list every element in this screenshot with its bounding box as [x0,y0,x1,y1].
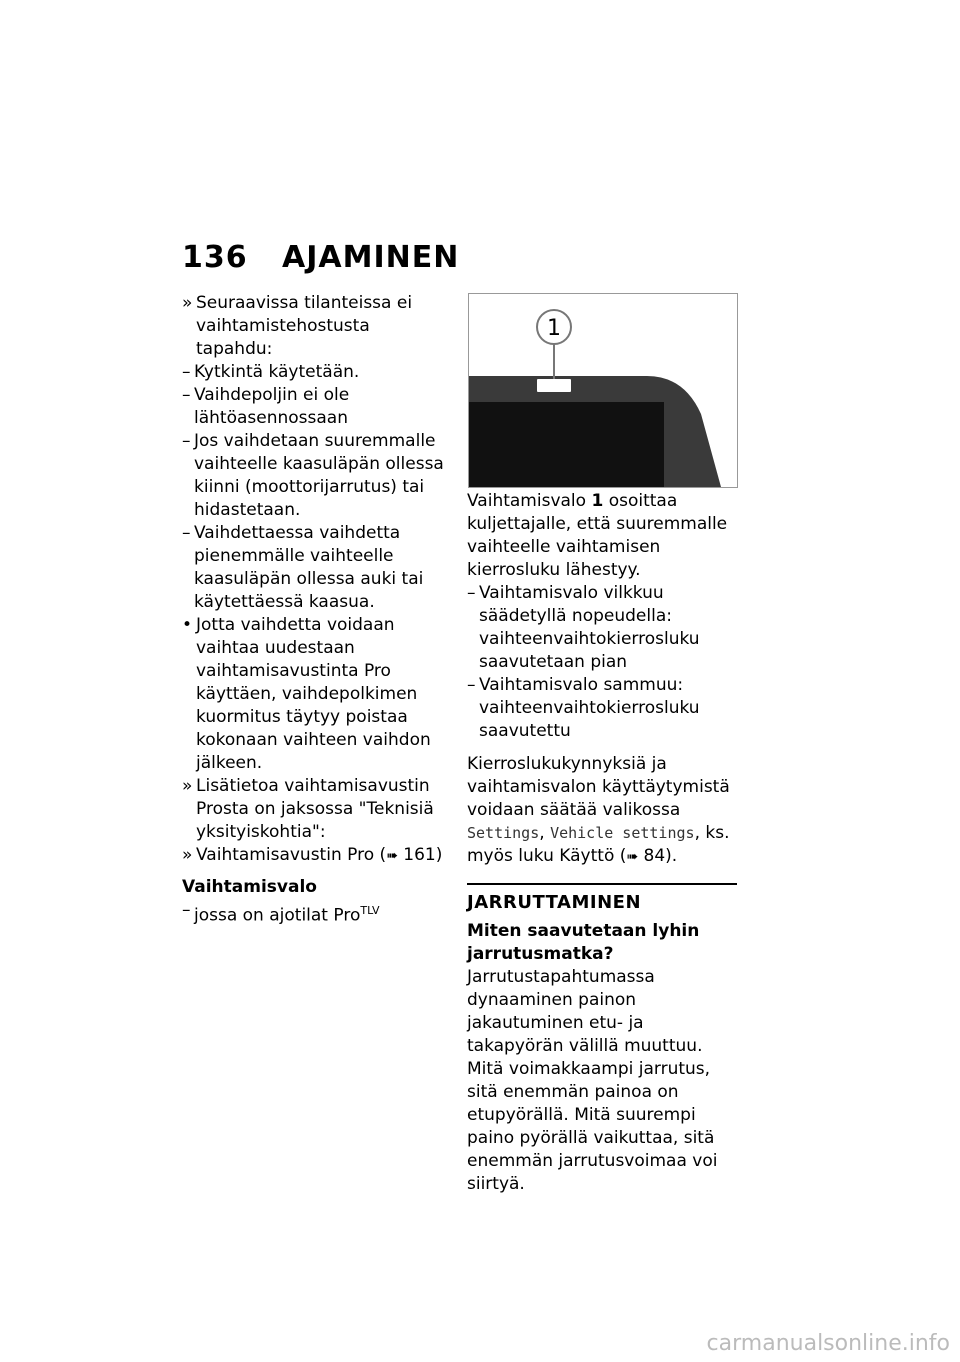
list-item: – Jos vaihdetaan suuremmalle vaihteelle kaasuläpän ollessa kiinni (moottorijarrutus) tai hidastetaan. [182,431,444,520]
list-item: – Vaihtamisvalo sammuu: vaihteenvaihtokierrosluku saavutettu [467,675,700,741]
chevron-bullet-icon: » [182,776,193,796]
dot-bullet-icon: • [182,615,193,635]
paragraph: Kierroslukukynnyksiä ja vaihtamisvalon käyttäytymistä voidaan säätää valikossa Settings, Vehicle settings, ks. myös luku Käyttö (➠ 84). [467,754,730,866]
watermark: carmanualsonline.info [706,1331,950,1356]
page-ref-arrow-icon: ➠ [386,848,398,864]
dash-bullet-icon: – [182,431,191,451]
dash-bullet-icon: – [467,675,476,695]
left-column [182,292,450,928]
list-item: » Lisätietoa vaihtamisavustin Prosta on jaksossa "Teknisiä yksityiskohtia": [182,776,434,842]
list-item: – Vaihtamisvalo vilkkuu säädetyllä nopeudella: vaihteenvaihtokierrosluku saavutetaan pian [467,583,700,672]
section-title: AJAMINEN [282,240,460,275]
option-superscript: TLV [360,904,380,917]
list-item: » Vaihtamisavustin Pro (➠ 161) [182,845,443,865]
right-column [467,490,737,1196]
dash-bullet-icon: – [182,523,191,543]
page-number: 136 [182,240,248,275]
dash-bullet-icon: – [467,583,476,603]
display-screen [469,402,664,487]
subheading-vaihtamisvalo: Vaihtamisvalo [182,877,317,897]
page-header [182,240,459,275]
list-item: • Jotta vaihdetta voidaan vaihtaa uudestaan vaihtamisavustinta Pro käyttäen, vaihdepolkimen kuormitus täytyy poistaa kokonaan vaihteen vaihdon jälkeen. [182,615,431,773]
section-heading-jarruttaminen: JARRUTTAMINEN [467,883,737,914]
chevron-bullet-icon: » [182,293,193,313]
dashboard-illustration [469,294,737,487]
list-item: – Vaihdepoljin ei ole lähtöasennossaan [182,385,350,428]
paragraph: Vaihtamisvalo 1 osoittaa kuljettajalle, että suuremmalle vaihteelle vaihtamisen kierrosluku lähestyy. [467,491,728,580]
list-item: – jossa on ajotilat Pro$^{TLV}$ [182,900,380,926]
page-ref-arrow-icon: ➠ [626,849,639,865]
menu-path: Settings [467,824,540,842]
dash-bullet-icon: – [182,385,191,405]
callout-number: 1 [547,316,561,341]
dash-bullet-icon: – [182,900,191,920]
shift-light-figure [468,293,738,488]
list-item: » Seuraavissa tilanteissa ei vaihtamistehostusta tapahdu: [182,293,413,359]
list-item: – Vaihdettaessa vaihdetta pienemmälle vaihteelle kaasuläpän ollessa auki tai käytettäessä kaasua. [182,523,424,612]
chevron-bullet-icon: » [182,845,193,865]
menu-path: Vehicle settings [550,824,695,842]
list-item: – Kytkintä käytetään. [182,362,360,382]
shift-light-icon [537,379,571,392]
paragraph: Jarrutustapahtumassa dynaaminen painon jakautuminen etu- ja takapyörän välillä muuttuu. Mitä voimakkaampi jarrutus, sitä enemmän painoa on etupyörällä. Mitä suurempi paino pyörällä vaikuttaa, sitä enemmän jarrutusvoimaa voi siirtyä. [467,967,718,1194]
subheading-braking: Miten saavutetaan lyhin jarrutusmatka? [467,921,700,964]
dash-bullet-icon: – [182,362,191,382]
